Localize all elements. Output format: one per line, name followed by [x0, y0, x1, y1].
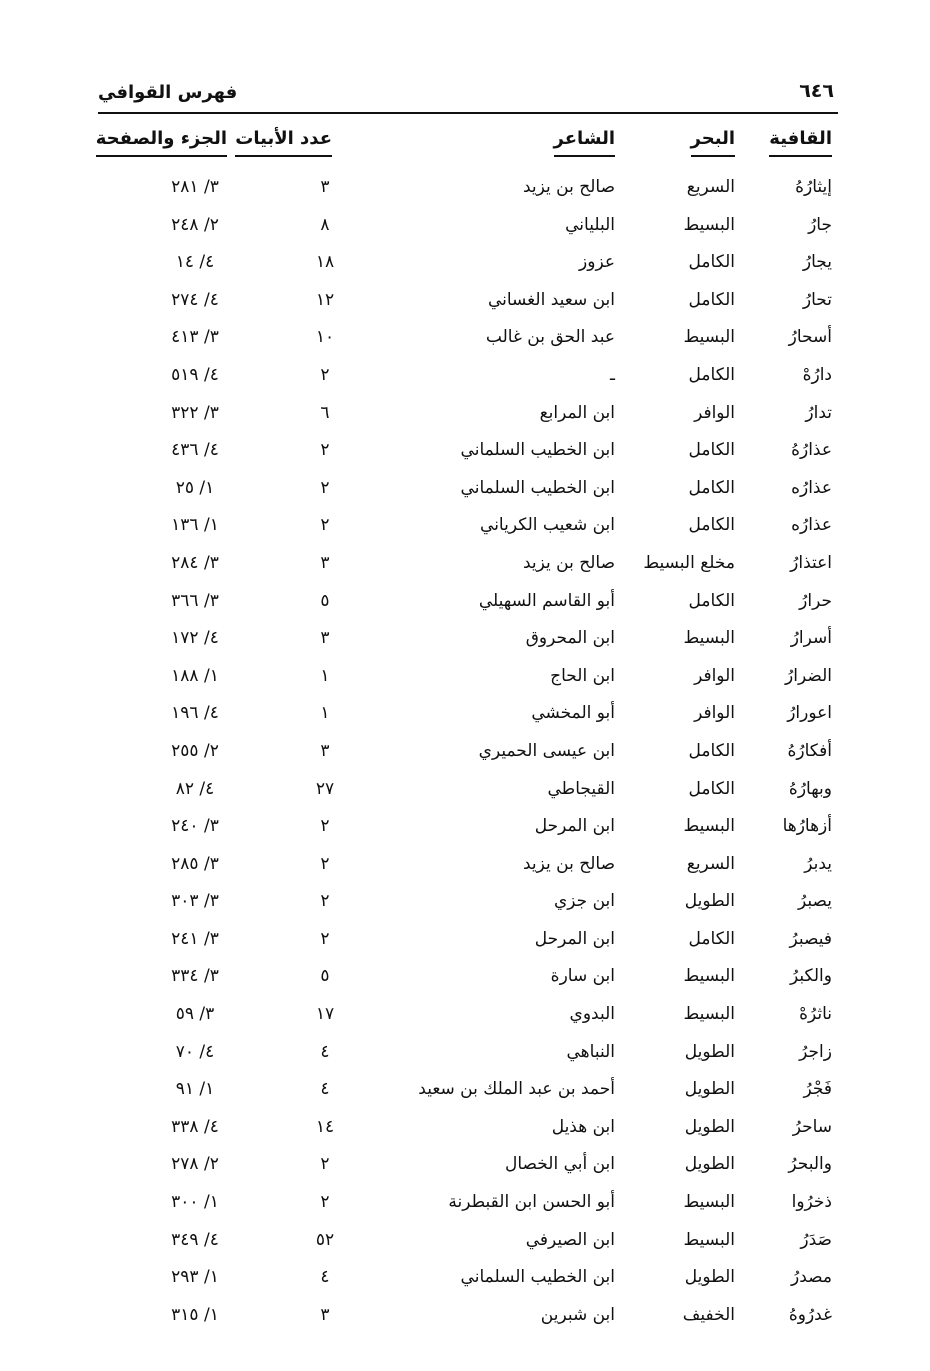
verse-count-cell: ٢ — [320, 853, 330, 874]
meter-cell: الطويل — [684, 1267, 735, 1288]
poet-cell: البلياني — [565, 214, 615, 235]
volume-page-cell: ١/ ٣٠٠ — [171, 1192, 219, 1213]
rhyme-cell: أسرارُ — [790, 628, 832, 649]
poet-cell: ابن هذيل — [551, 1116, 615, 1137]
meter-cell: البسيط — [683, 1192, 735, 1213]
meter-cell: الطويل — [684, 1041, 735, 1062]
verse-count-cell: ٤ — [320, 1267, 330, 1288]
rhyme-cell: يدبرُ — [804, 853, 832, 874]
poet-cell: أحمد بن عبد الملك بن سعيد — [418, 1079, 615, 1100]
rhyme-cell: تحارُ — [802, 289, 832, 310]
poet-cell: البدوي — [569, 1004, 615, 1025]
rhyme-cell: وبهارُهُ — [788, 778, 832, 799]
rhyme-cell: أسحارُ — [788, 327, 832, 348]
meter-cell: الكامل — [688, 515, 735, 536]
rhyme-cell: الضرارُ — [785, 665, 832, 686]
meter-cell: الكامل — [688, 252, 735, 273]
table-row — [0, 587, 930, 625]
volume-page-cell: ٣/ ٣٢٢ — [171, 402, 219, 423]
meter-cell: الطويل — [684, 1116, 735, 1137]
rhyme-cell: حرارُ — [799, 590, 832, 611]
verse-count-cell: ٤ — [320, 1041, 330, 1062]
table-row — [0, 549, 930, 587]
volume-page-cell: ٣/ ٢٨١ — [171, 177, 219, 197]
volume-page-cell: ١/ ٩١ — [175, 1079, 215, 1100]
rhyme-cell: أفكارُهُ — [787, 740, 832, 761]
volume-page-cell: ٣/ ٢٨٤ — [171, 552, 219, 573]
verse-count-cell: ٣ — [320, 552, 330, 573]
table-row — [0, 925, 930, 963]
verse-count-cell: ١٤ — [315, 1116, 335, 1137]
meter-cell: البسيط — [683, 327, 735, 348]
volume-page-cell: ٤/ ٣٣٨ — [171, 1116, 219, 1137]
volume-page-cell: ٤/ ١٧٢ — [171, 628, 219, 649]
verse-count-cell: ٣ — [320, 740, 330, 761]
index-table — [0, 173, 930, 1338]
verse-count-cell: ١ — [320, 703, 330, 724]
table-row — [0, 850, 930, 888]
table-row — [0, 775, 930, 813]
meter-cell: البسيط — [683, 966, 735, 987]
table-row — [0, 737, 930, 775]
table-row — [0, 511, 930, 549]
table-row — [0, 1000, 930, 1038]
verse-count-cell: ٣ — [320, 628, 330, 649]
verse-count-cell: ٢ — [320, 891, 330, 912]
poet-cell: ابن الصيرفي — [525, 1229, 615, 1250]
table-row — [0, 1113, 930, 1151]
rhyme-cell: عذارُهُ — [791, 440, 832, 461]
rhyme-cell: تدارُ — [805, 402, 832, 423]
volume-page-cell: ١/ ٢٩٣ — [171, 1267, 219, 1288]
volume-page-cell: ٣/ ٢٤٠ — [171, 816, 219, 837]
rhyme-cell: ساحرُ — [792, 1116, 832, 1137]
verse-count-cell: ١ — [320, 665, 330, 686]
table-row — [0, 361, 930, 399]
poet-cell: ابن المحروق — [525, 628, 615, 649]
table-row — [0, 662, 930, 700]
table-row — [0, 887, 930, 925]
meter-cell: الطويل — [684, 1154, 735, 1175]
verse-count-cell: ٢ — [320, 440, 330, 461]
poet-cell: عبد الحق بن غالب — [485, 327, 615, 348]
rhyme-cell: دارُهْ — [802, 364, 832, 385]
poet-cell: ابن الخطيب السلماني — [460, 440, 615, 461]
rhyme-cell: عذارُه — [791, 515, 832, 536]
rhyme-cell: ذخرُوا — [791, 1192, 832, 1213]
poet-cell: صالح بن يزيد — [522, 177, 615, 197]
poet-cell: ـ — [610, 364, 615, 385]
column-header-volume-page: الجزء والصفحة — [96, 128, 227, 157]
rhyme-cell: عذارُه — [791, 477, 832, 498]
volume-page-cell: ٣/ ٤١٣ — [171, 327, 219, 348]
volume-page-cell: ٢/ ٢٧٨ — [171, 1154, 219, 1175]
poet-cell: القيجاطي — [547, 778, 615, 799]
volume-page-cell: ٣/ ٢٤١ — [171, 928, 219, 949]
table-row — [0, 962, 930, 1000]
poet-cell: ابن المرحل — [534, 928, 615, 949]
volume-page-cell: ١/ ١٨٨ — [171, 665, 219, 686]
volume-page-cell: ٤/ ٥١٩ — [171, 364, 219, 385]
column-header-poet: الشاعر — [554, 128, 616, 157]
column-header-meter: البحر — [691, 128, 735, 157]
table-row — [0, 624, 930, 662]
rhyme-cell: غدرُوهُ — [788, 1304, 832, 1325]
meter-cell: الكامل — [688, 289, 735, 310]
table-row — [0, 323, 930, 361]
meter-cell: الوافر — [694, 402, 735, 423]
volume-page-cell: ٣/ ٣٣٤ — [171, 966, 219, 987]
rhyme-cell: ناثرُهْ — [799, 1004, 832, 1025]
verse-count-cell: ٣ — [320, 177, 330, 197]
verse-count-cell: ١٠ — [315, 327, 335, 348]
table-row — [0, 699, 930, 737]
page-number: ٦٤٦ — [799, 80, 834, 102]
table-row — [0, 1038, 930, 1076]
table-row — [0, 1150, 930, 1188]
rhyme-cell: مصدرُ — [791, 1267, 832, 1288]
table-row — [0, 1226, 930, 1264]
poet-cell: النباهي — [566, 1041, 615, 1062]
rhyme-cell: فيصبرُ — [789, 928, 832, 949]
meter-cell: السريع — [686, 853, 735, 874]
running-head — [98, 80, 838, 114]
verse-count-cell: ٢٧ — [315, 778, 335, 799]
volume-page-cell: ١/ ٣١٥ — [171, 1304, 219, 1325]
meter-cell: البسيط — [683, 816, 735, 837]
verse-count-cell: ٢ — [320, 928, 330, 949]
poet-cell: ابن المرحل — [534, 816, 615, 837]
rhyme-cell: يجارُ — [802, 252, 832, 273]
verse-count-cell: ٥٢ — [315, 1229, 335, 1250]
rhyme-cell: اعورارُ — [787, 703, 832, 724]
rhyme-cell: والكبرُ — [789, 966, 832, 987]
table-row — [0, 1263, 930, 1301]
verse-count-cell: ٤ — [320, 1079, 330, 1100]
volume-page-cell: ٤/ ٢٧٤ — [171, 289, 219, 310]
meter-cell: الوافر — [694, 703, 735, 724]
verse-count-cell: ٨ — [320, 214, 330, 235]
table-row — [0, 1075, 930, 1113]
rhyme-cell: زاجرُ — [799, 1041, 832, 1062]
poet-cell: عزوز — [579, 252, 615, 273]
verse-count-cell: ٢ — [320, 1154, 330, 1175]
rhyme-cell: إيثارُهُ — [795, 177, 832, 197]
meter-cell: الكامل — [688, 364, 735, 385]
meter-cell: الوافر — [694, 665, 735, 686]
table-row — [0, 399, 930, 437]
verse-count-cell: ٥ — [320, 966, 330, 987]
verse-count-cell: ٣ — [320, 1304, 330, 1325]
rhyme-cell: فَجْرُ — [803, 1079, 832, 1100]
poet-cell: أبو القاسم السهيلي — [478, 590, 615, 611]
verse-count-cell: ٢ — [320, 1192, 330, 1213]
meter-cell: الكامل — [688, 740, 735, 761]
meter-cell: الطويل — [684, 891, 735, 912]
poet-cell: ابن الخطيب السلماني — [460, 477, 615, 498]
meter-cell: البسيط — [683, 1004, 735, 1025]
volume-page-cell: ١/ ٢٥ — [175, 477, 215, 498]
poet-cell: ابن الحاج — [550, 665, 615, 686]
poet-cell: ابن سارة — [550, 966, 615, 987]
table-row — [0, 474, 930, 512]
poet-cell: ابن الخطيب السلماني — [460, 1267, 615, 1288]
volume-page-cell: ٣/ ٣٦٦ — [171, 590, 219, 611]
meter-cell: الكامل — [688, 778, 735, 799]
rhyme-cell: جارُ — [808, 214, 832, 235]
table-row — [0, 286, 930, 324]
column-header-rhyme: القافية — [769, 128, 832, 157]
meter-cell: الخفيف — [682, 1304, 735, 1325]
table-row — [0, 436, 930, 474]
verse-count-cell: ٢ — [320, 515, 330, 536]
verse-count-cell: ٢ — [320, 816, 330, 837]
poet-cell: أبو الحسن ابن القبطرنة — [448, 1192, 615, 1213]
poet-cell: ابن عيسى الحميري — [478, 740, 615, 761]
verse-count-cell: ١٧ — [315, 1004, 335, 1025]
volume-page-cell: ٤/ ٧٠ — [175, 1041, 215, 1062]
poet-cell: ابن سعيد الغساني — [487, 289, 615, 310]
meter-cell: البسيط — [683, 1229, 735, 1250]
meter-cell: الكامل — [688, 590, 735, 611]
poet-cell: ابن المرابع — [539, 402, 615, 423]
rhyme-cell: يصبرُ — [798, 891, 832, 912]
volume-page-cell: ٢/ ٢٥٥ — [171, 740, 219, 761]
verse-count-cell: ٢ — [320, 477, 330, 498]
volume-page-cell: ٣/ ٣٠٣ — [171, 891, 219, 912]
table-row — [0, 211, 930, 249]
volume-page-cell: ١/ ١٣٦ — [171, 515, 219, 536]
table-row — [0, 812, 930, 850]
meter-cell: البسيط — [683, 214, 735, 235]
meter-cell: الكامل — [688, 477, 735, 498]
meter-cell: الكامل — [688, 928, 735, 949]
meter-cell: الكامل — [688, 440, 735, 461]
poet-cell: أبو المخشي — [531, 703, 615, 724]
verse-count-cell: ٦ — [320, 402, 330, 423]
meter-cell: السريع — [686, 177, 735, 197]
poet-cell: صالح بن يزيد — [522, 552, 615, 573]
table-row — [0, 1301, 930, 1339]
poet-cell: ابن شبرين — [540, 1304, 615, 1325]
volume-page-cell: ٤/ ٨٢ — [175, 778, 215, 799]
meter-cell: مخلع البسيط — [643, 552, 735, 573]
page-title: فهرس القوافي — [98, 82, 238, 103]
poet-cell: صالح بن يزيد — [522, 853, 615, 874]
volume-page-cell: ٤/ ٣٤٩ — [171, 1229, 219, 1250]
table-row — [0, 248, 930, 286]
poet-cell: ابن شعيب الكرياني — [480, 515, 615, 536]
rhyme-cell: اعتذارُ — [790, 552, 832, 573]
rhyme-cell: والبحرُ — [788, 1154, 832, 1175]
meter-cell: الطويل — [684, 1079, 735, 1100]
volume-page-cell: ٤/ ٤٣٦ — [171, 440, 219, 461]
poet-cell: ابن جزي — [554, 891, 615, 912]
verse-count-cell: ٥ — [320, 590, 330, 611]
volume-page-cell: ٣/ ٥٩ — [175, 1004, 215, 1025]
table-row — [0, 1188, 930, 1226]
verse-count-cell: ١٢ — [315, 289, 335, 310]
table-row — [0, 173, 930, 211]
poet-cell: ابن أبي الخصال — [505, 1154, 615, 1175]
volume-page-cell: ٤/ ١٩٦ — [171, 703, 219, 724]
rhyme-cell: أزهارُها — [782, 816, 832, 837]
column-header-verse-count: عدد الأبيات — [235, 128, 332, 157]
volume-page-cell: ٣/ ٢٨٥ — [171, 853, 219, 874]
rhyme-cell: صَدَرُ — [800, 1229, 832, 1250]
volume-page-cell: ٢/ ٢٤٨ — [171, 214, 219, 235]
volume-page-cell: ٤/ ١٤ — [175, 252, 215, 273]
verse-count-cell: ٢ — [320, 364, 330, 385]
verse-count-cell: ١٨ — [315, 252, 335, 273]
meter-cell: البسيط — [683, 628, 735, 649]
